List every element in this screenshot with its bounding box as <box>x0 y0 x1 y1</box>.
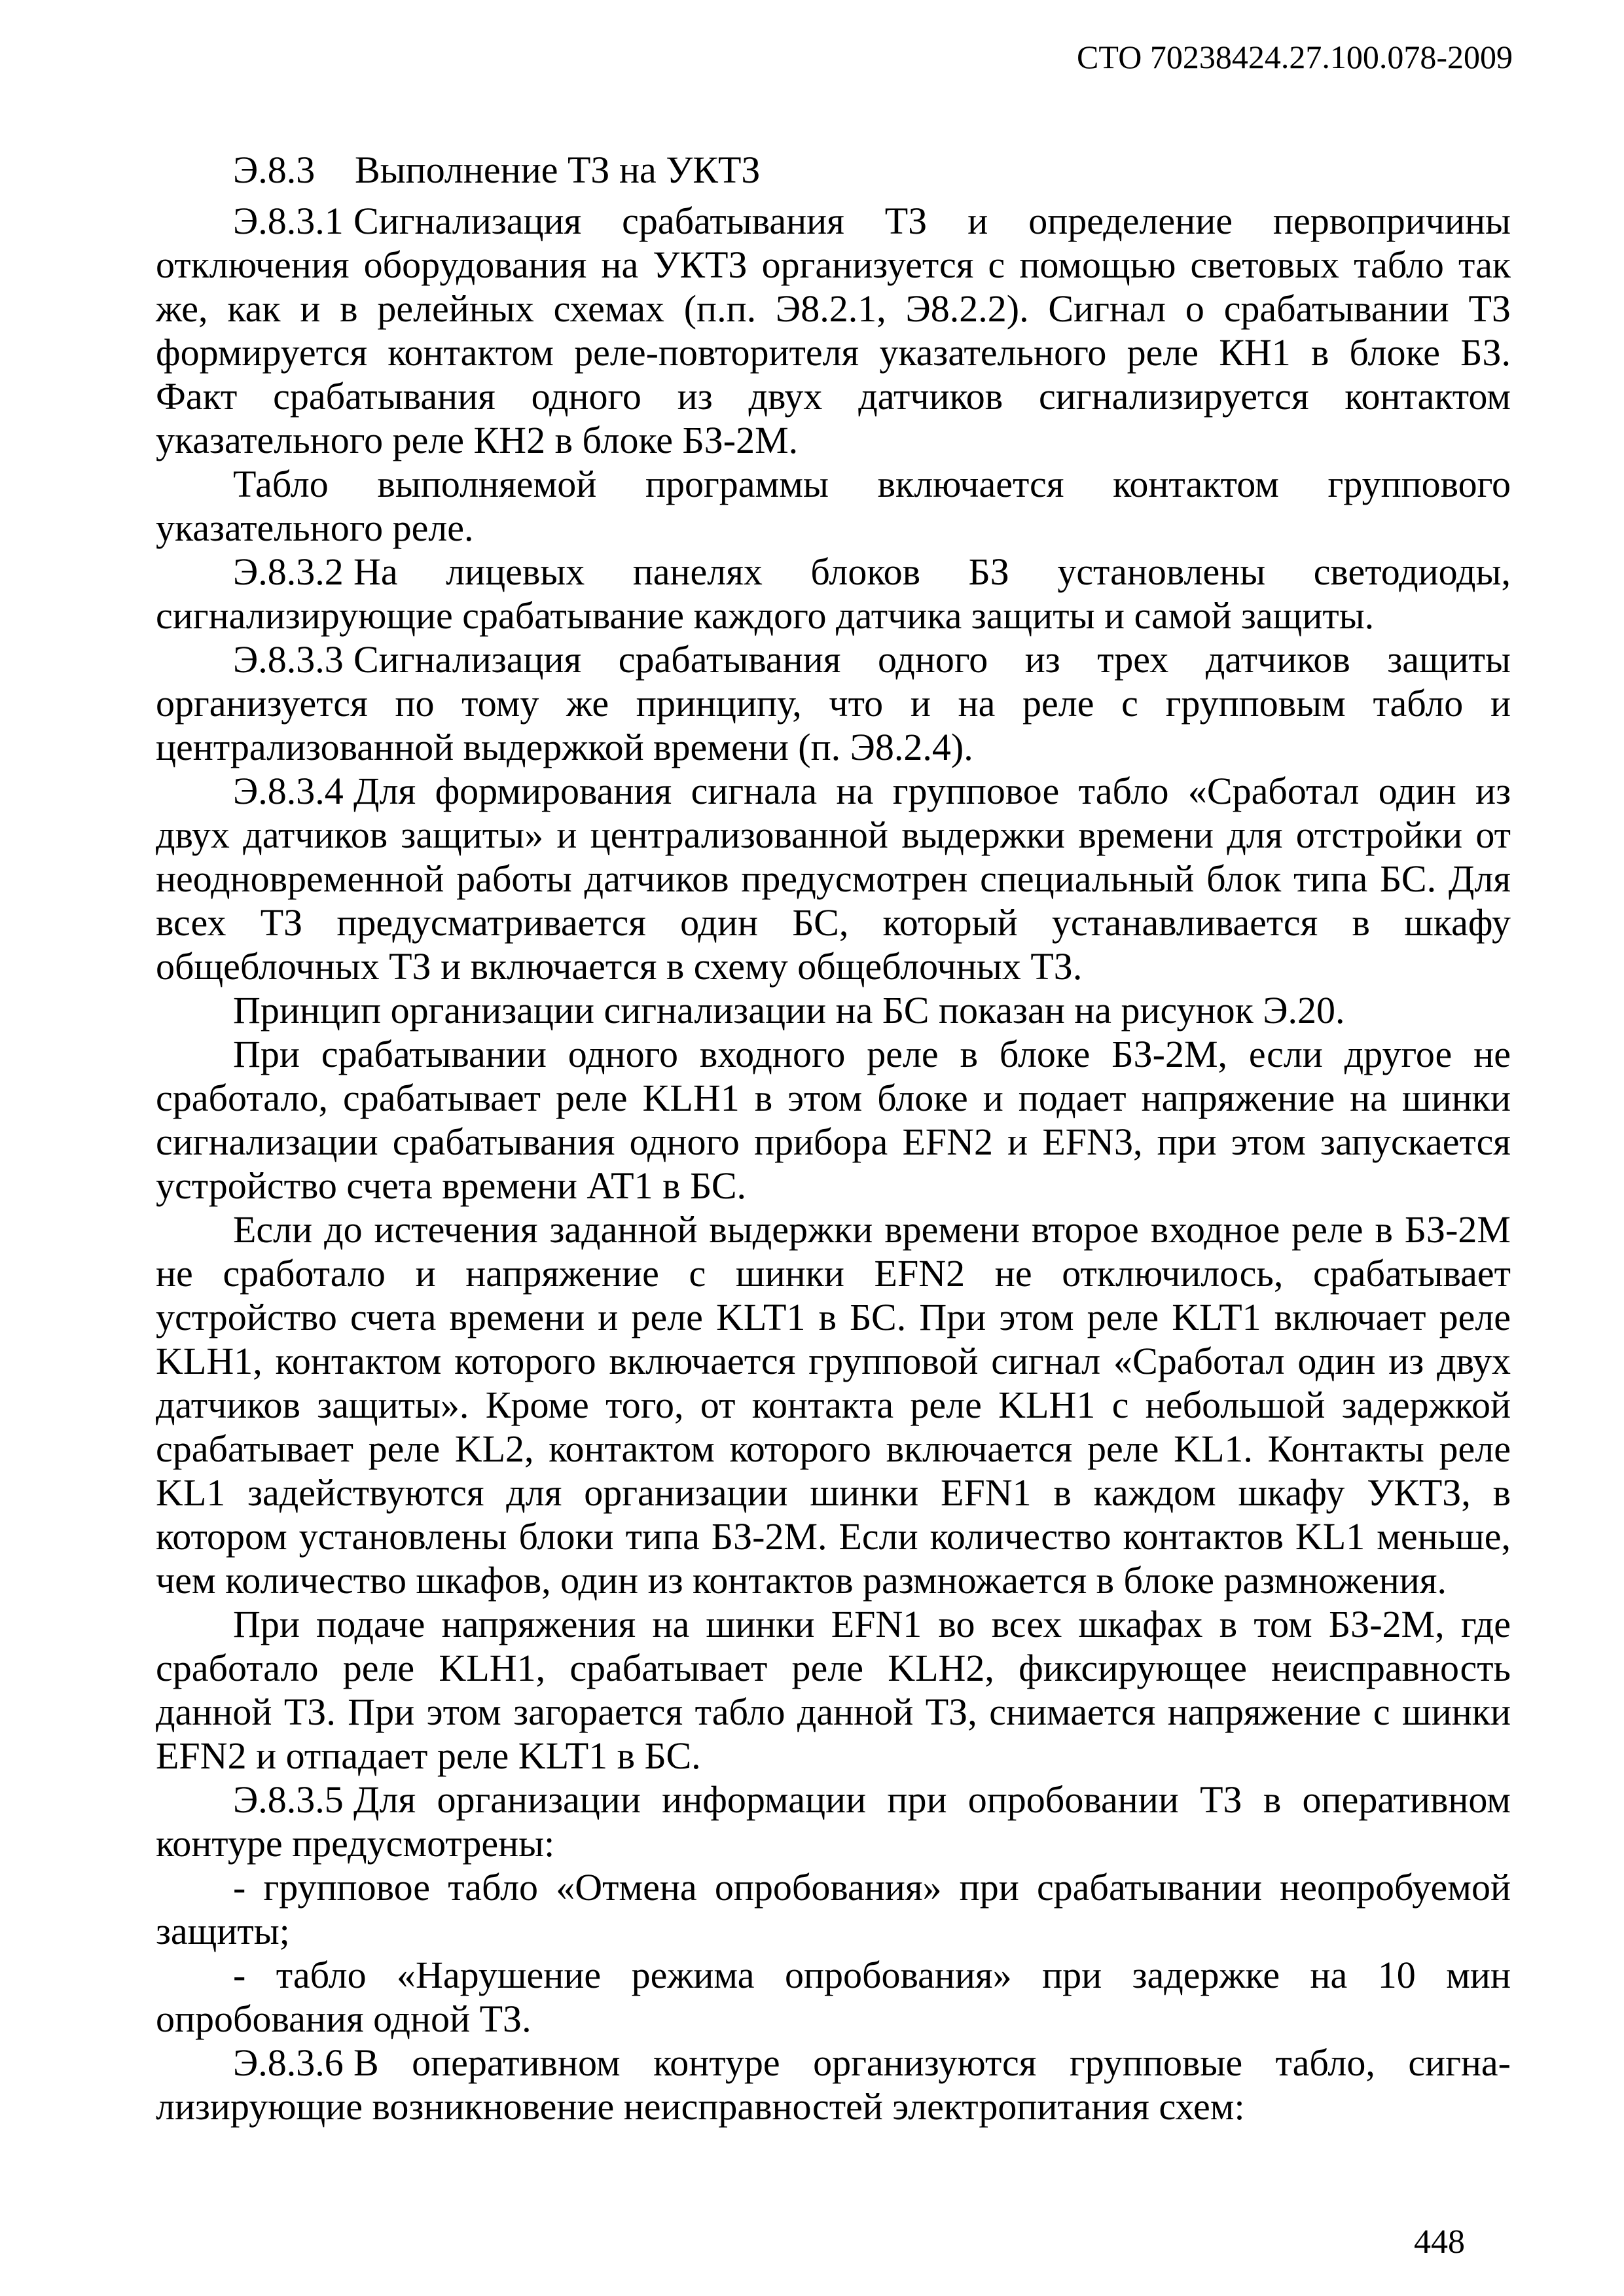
paragraph-e-8-3-6 <box>156 2041 1511 2128</box>
section-heading <box>156 148 1511 192</box>
paragraph-text: Для организации информации при опробовании ТЗ в оперативном контуре предусмотрены: <box>156 1778 1511 1865</box>
clause-number: Э.8.3.6 <box>233 2041 344 2084</box>
paragraph <box>156 1032 1511 1208</box>
document-body <box>156 148 1511 2128</box>
list-item-text: - групповое табло «Отмена опробования» при срабатывании неопробуемой защиты; <box>156 1866 1511 1952</box>
paragraph-e-8-3-2 <box>156 550 1511 637</box>
paragraph-text: При срабатывании одного входного реле в блоке БЗ-2М, если другое не сработало, срабатывает реле KLH1 в этом блоке и подает напряжение на шинки сигнализации срабатывания одного прибора EFN2 и EFN3, при этом запускается устройство счета времени АТ1 в БС. <box>156 1033 1511 1207</box>
paragraph-text: Если до истечения заданной выдержки времени второе входное реле в БЗ-2М не сработало и напряжение с шинки EFN2 не отключилось, срабатывает устройство счета времени и реле KLT1 в БС. При этом реле KLT1 включает реле KLH1, контактом которого включается групповой сигнал «Сработал один из двух датчиков защиты». Кроме того, от контакта реле KLH1 с небольшой задержкой срабатывает реле KL2, контактом которого включается реле KL1. Контакты реле KL1 задействуются для организации шинки EFN1 в каждом шкафу УКТЗ, в котором установлены блоки типа БЗ-2М. Если количество контактов KL1 меньше, чем количество шкафов, один из контактов размножается в блоке размножения. <box>156 1208 1511 1602</box>
paragraph <box>156 1208 1511 1602</box>
list-item <box>156 1865 1511 1953</box>
paragraph-text: На лицевых панелях блоков БЗ установлены светодиоды, сигнализирующие срабатывание каждого датчика защиты и самой защиты. <box>156 550 1511 637</box>
clause-number: Э.8.3.3 <box>233 638 344 681</box>
paragraph-e-8-3-4 <box>156 769 1511 988</box>
paragraph-text: В оперативном контуре организуются групповые табло, сигна-лизирующие возникновение неисправностей электропитания схем: <box>156 2041 1511 2128</box>
paragraph-text: Принцип организации сигнализации на БС показан на рисунок Э.20. <box>233 989 1345 1031</box>
paragraph-e-8-3-3 <box>156 637 1511 769</box>
paragraph-text: При подаче напряжения на шинки EFN1 во всех шкафах в том БЗ-2М, где сработало реле KLH1, срабатывает реле KLH2, фиксирующее неисправность данной ТЗ. При этом загорается табло данной ТЗ, снимается напряжение с шинки EFN2 и отпадает реле KLT1 в БС. <box>156 1603 1511 1777</box>
document-code-header: СТО 70238424.27.100.078-2009 <box>1077 39 1513 75</box>
paragraph-e-8-3-5 <box>156 1778 1511 1865</box>
paragraph-text: Табло выполняемой программы включается контактом группового указательного реле. <box>156 463 1511 549</box>
paragraph-text: Для формирования сигнала на групповое табло «Сработал один из двух датчиков защиты» и централизованной выдержки времени для отстройки от неодновременной работы датчиков предусмотрен специальный блок типа БС. Для всех ТЗ предусматривается один БС, который устанавливается в шкафу общеблочных ТЗ и включается в схему общеблочных ТЗ. <box>156 770 1511 988</box>
list-item-text: - табло «Нарушение режима опробования» при задержке на 10 мин опробования одной ТЗ. <box>156 1954 1511 2040</box>
paragraph-e-8-3-1 <box>156 199 1511 462</box>
clause-number: Э.8.3.4 <box>233 770 344 812</box>
paragraph <box>156 988 1511 1032</box>
clause-number: Э.8.3.1 <box>233 200 344 242</box>
paragraph-text: Сигнализация срабатывания одного из трех датчиков защиты организуется по тому же принципу, что и на реле с групповым табло и централизованной выдержкой времени (п. Э8.2.4). <box>156 638 1511 768</box>
clause-number: Э.8.3.5 <box>233 1778 344 1821</box>
page-number: 448 <box>1414 2223 1465 2261</box>
clause-number: Э.8.3.2 <box>233 550 344 593</box>
section-title: Выполнение ТЗ на УКТЗ <box>355 149 761 191</box>
paragraph <box>156 1602 1511 1778</box>
paragraph <box>156 462 1511 550</box>
section-number: Э.8.3 <box>233 149 316 191</box>
paragraph-text: Сигнализация срабатывания ТЗ и определение первопричины отключения оборудования на УКТЗ организуется с помощью световых табло так же, как и в релейных схемах (п.п. Э8.2.1, Э8.2.2). Сигнал о срабатывании ТЗ формируется контактом реле-повторителя указательного реле КН1 в блоке БЗ. Факт срабатывания одного из двух датчиков сигнализируется контактом указательного реле КН2 в блоке БЗ-2М. <box>156 200 1511 461</box>
list-item <box>156 1953 1511 2041</box>
